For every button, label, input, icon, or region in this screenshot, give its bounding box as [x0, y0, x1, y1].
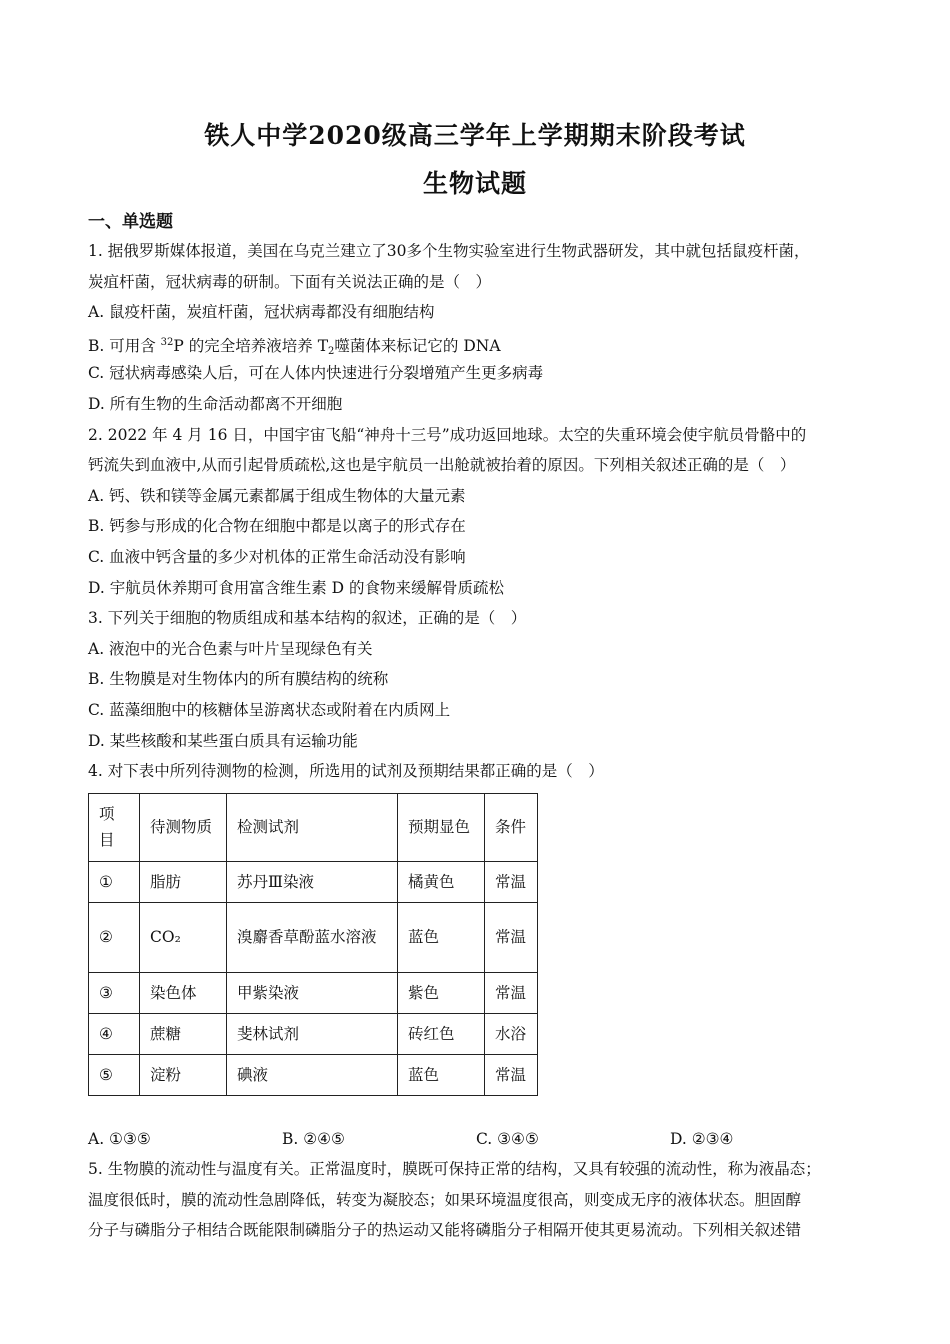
table-cell: 蓝色	[398, 1054, 485, 1095]
table-header-cell: 预期显色	[398, 793, 485, 861]
q4-option-b: B. ②④⑤	[282, 1129, 345, 1148]
table-cell: ③	[89, 972, 140, 1013]
q2-option-a: A. 钙、铁和镁等金属元素都属于组成生物体的大量元素	[88, 486, 466, 505]
table-header-row	[89, 793, 538, 861]
table-cell: 苏丹Ⅲ染液	[227, 861, 398, 902]
q4-option-c: C. ③④⑤	[476, 1129, 539, 1148]
q2-option-b: B. 钙参与形成的化合物在细胞中都是以离子的形式存在	[88, 517, 466, 536]
q3-option-a: A. 液泡中的光合色素与叶片呈现绿色有关	[88, 639, 373, 658]
reagent-table	[88, 793, 538, 1096]
exam-title: 铁人中学2020级高三学年上学期期末阶段考试	[204, 121, 746, 150]
table-cell: 常温	[485, 972, 538, 1013]
table-header-cell: 检测试剂	[227, 793, 398, 861]
table-cell: 染色体	[140, 972, 227, 1013]
q4-option-a: A. ①③⑤	[88, 1129, 151, 1148]
q4-options	[88, 1124, 868, 1155]
table-cell: ①	[89, 861, 140, 902]
q5-stem-line1: 5. 生物膜的流动性与温度有关。正常温度时，膜既可保持正常的结构，又具有较强的流动性，称为液晶态；	[88, 1160, 821, 1179]
table-cell: 砖红色	[398, 1013, 485, 1054]
table-header-cell: 条件	[485, 793, 538, 861]
q2-stem-line2: 钙流失到血液中,从而引起骨质疏松,这也是宇航员一出舱就被抬着的原因。下列相关叙述正确的是（ ）	[88, 456, 796, 475]
table-cell: 淀粉	[140, 1054, 227, 1095]
table-cell: 溴麝香草酚蓝水溶液	[227, 902, 398, 972]
table-cell: 常温	[485, 902, 538, 972]
q5-stem-line3: 分子与磷脂分子相结合既能限制磷脂分子的热运动又能将磷脂分子相隔开使其更易流动。下列相关叙述错	[88, 1221, 802, 1240]
q1-option-b-post: 噬菌体来标记它的 DNA	[334, 336, 501, 355]
table-cell: 水浴	[485, 1013, 538, 1054]
q3-stem: 3. 下列关于细胞的物质组成和基本结构的叙述，正确的是（ ）	[88, 609, 527, 628]
table-cell: 甲紫染液	[227, 972, 398, 1013]
question-body	[88, 236, 868, 1246]
table-row	[89, 972, 538, 1013]
q1-option-d: D. 所有生物的生命活动都离不开细胞	[88, 394, 343, 413]
table-row	[89, 1054, 538, 1095]
q3-option-c: C. 蓝藻细胞中的核糖体呈游离状态或附着在内质网上	[88, 700, 451, 719]
table-row	[89, 902, 538, 972]
q1-stem-line1: 1. 据俄罗斯媒体报道，美国在乌克兰建立了30多个生物实验室进行生物武器研发，其中就包括鼠疫杆菌，	[88, 242, 810, 260]
table-cell: CO₂	[140, 902, 227, 972]
table-cell: 蓝色	[398, 902, 485, 972]
table-cell: 常温	[485, 1054, 538, 1095]
table-cell: ④	[89, 1013, 140, 1054]
table-cell: 蔗糖	[140, 1013, 227, 1054]
table-cell: ⑤	[89, 1054, 140, 1095]
q2-stem-line1: 2. 2022 年 4 月 16 日，中国宇宙飞船“神舟十三号”成功返回地球。太空的失重环境会使宇航员骨骼中的	[88, 425, 807, 444]
q4-option-d: D. ②③④	[670, 1129, 734, 1148]
table-cell: 斐林试剂	[227, 1013, 398, 1054]
q1-option-a: A. 鼠疫杆菌，炭疽杆菌，冠状病毒都没有细胞结构	[88, 303, 435, 322]
table-cell: ②	[89, 902, 140, 972]
q1-stem-line2: 炭疽杆菌，冠状病毒的研制。下面有关说法正确的是（ ）	[88, 272, 492, 291]
phage-subscript: 2	[328, 345, 335, 357]
q1-option-c: C. 冠状病毒感染人后，可在人体内快速进行分裂增殖产生更多病毒	[88, 364, 544, 383]
table-cell: 橘黄色	[398, 861, 485, 902]
table-cell: 碘液	[227, 1054, 398, 1095]
table-cell: 紫色	[398, 972, 485, 1013]
table-row	[89, 861, 538, 902]
table-cell: 常温	[485, 861, 538, 902]
q1-option-b-mid: P 的完全培养液培养 T	[173, 336, 329, 355]
exam-subtitle: 生物试题	[422, 169, 527, 198]
table-row	[89, 1013, 538, 1054]
q3-option-b: B. 生物膜是对生物体内的所有膜结构的统称	[88, 670, 389, 689]
q2-option-d: D. 宇航员休养期可食用富含维生素 D 的食物来缓解骨质疏松	[88, 578, 505, 597]
table-header-cell: 项目	[89, 793, 140, 861]
q5-stem-line2: 温度很低时，膜的流动性急剧降低，转变为凝胶态；如果环境温度很高，则变成无序的液体状态。胆固醇	[88, 1190, 802, 1209]
isotope-superscript: 32	[160, 336, 174, 348]
q2-option-c: C. 血液中钙含量的多少对机体的正常生命活动没有影响	[88, 547, 466, 566]
q3-option-d: D. 某些核酸和某些蛋白质具有运输功能	[88, 731, 358, 750]
section-heading: 一、单选题	[88, 212, 173, 232]
table-cell: 脂肪	[140, 861, 227, 902]
q4-stem: 4. 对下表中所列待测物的检测，所选用的试剂及预期结果都正确的是（ ）	[88, 762, 604, 781]
table-header-cell: 待测物质	[140, 793, 227, 861]
q1-option-b-pre: B. 可用含	[88, 336, 161, 355]
q1-option-b	[88, 328, 868, 359]
